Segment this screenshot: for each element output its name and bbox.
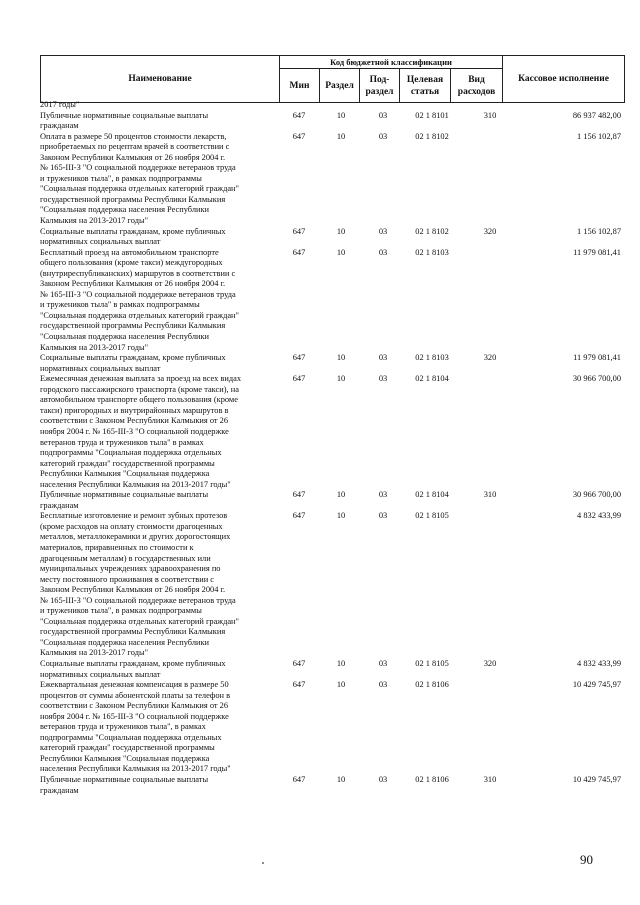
row-amount: 11 979 081,41 (573, 247, 621, 257)
row-name: 2017 годы" (40, 100, 80, 109)
header-name: Наименование (41, 56, 280, 103)
row-name: Публичные нормативные социальные выплаты гражданам (40, 490, 209, 510)
row-vid: 310 (483, 775, 497, 784)
table-row (40, 659, 624, 680)
table-row (40, 248, 624, 353)
row-target: 02 1 8103 (415, 247, 449, 257)
row-razdel: 10 (336, 680, 346, 690)
row-target: 02 1 8105 (415, 511, 449, 521)
row-razdel: 10 (336, 226, 346, 236)
row-min: 647 (292, 680, 306, 690)
row-min: 647 (292, 131, 306, 141)
row-min: 647 (292, 775, 306, 784)
row-target: 02 1 8102 (415, 226, 449, 236)
row-razdel: 10 (336, 490, 346, 500)
row-amount: 11 979 081,41 (573, 353, 621, 363)
row-pod: 03 (378, 110, 388, 120)
row-amount: 10 429 745,97 (572, 775, 621, 784)
row-target: 02 1 8104 (415, 490, 449, 500)
row-min: 647 (292, 247, 306, 257)
row-pod: 03 (378, 680, 388, 690)
row-name: Бесплатные изготовление и ремонт зубных протезов (кроме расходов на оплату стоимости драгоценных металлов, металлокерамики и других дорогостоящих материалов, приравненных по стоимости к драгоценным металлам) в государственных или муниципальных учреждениях здравоохранения по месту постоянного проживания в соответствии с Законом Республики Калмыкия от 26 ноября 2004 г. № 165-III-З "О социальной поддержке ветеранов труда и тружеников тыла", в рамках подпрограммы "Социальная поддержка отдельных категорий граждан" государственной программы Республики Калмыкия "Социальная поддержка населения Республики Калмыкия на 2013-2017 годы" (40, 511, 239, 658)
row-amount: 86 937 482,00 (572, 110, 621, 120)
row-target: 02 1 8101 (415, 110, 449, 120)
row-razdel: 10 (336, 511, 346, 521)
row-vid: 320 (483, 658, 497, 668)
row-vid: 320 (483, 226, 497, 236)
row-name: Социальные выплаты гражданам, кроме публичных нормативных социальных выплат (40, 658, 226, 679)
row-min: 647 (292, 490, 306, 500)
row-target: 02 1 8106 (415, 775, 449, 784)
row-name: Публичные нормативные социальные выплаты гражданам (40, 775, 209, 795)
row-amount: 4 832 433,99 (577, 511, 621, 521)
page-number: 90 (580, 852, 593, 867)
row-razdel: 10 (336, 374, 346, 384)
row-razdel: 10 (336, 775, 346, 784)
row-razdel: 10 (336, 247, 346, 257)
row-name: Оплата в размере 50 процентов стоимости лекарств, приобретаемых по рецептам врачей в соответствии с Законом Республики Калмыкия от 26 ноября 2004 г. № 165-III-З "О социальной поддержке ветеранов труда и тружеников тыла", в рамках подпрограммы "Социальная поддержка отдельных категорий граждан" государственной программы Республики Калмыкия "Социальная поддержка населения Республики Калмыкия на 2013-2017 годы" (40, 131, 239, 226)
row-razdel: 10 (336, 110, 346, 120)
row-pod: 03 (378, 490, 388, 500)
row-amount: 10 429 745,97 (572, 680, 621, 690)
table-row (40, 100, 624, 111)
header-min: Мин (280, 69, 320, 103)
row-name: Ежемесячная денежная выплата за проезд на всех видах городского пассажирского транспорта (кроме такси), на автомобильном транспорте общего пользования (кроме такси) пригородных и внутрирайонных маршрутов в соответствии с Законом Республики Калмыкия от 26 ноября 2004 г. № 165-III-З "О социальной поддержке ветеранов труда и тружеников тыла" в рамках подпрограммы "Социальная поддержка отдельных категорий граждан" государственной программы Республики Калмыкия "Социальная поддержка населения Республики Калмыкия на 2013-2017 годы" (40, 374, 242, 489)
row-razdel: 10 (336, 658, 346, 668)
row-name: Бесплатный проезд на автомобильном транспорте общего пользования (кроме такси) междугородных (внутриреспубликанских) маршрутов в соответствии с Законом Республики Калмыкия от 26 ноября 2004 г. № 165-III-З "О социальной поддержке ветеранов труда и тружеников тыла" в рамках подпрограммы "Социальная поддержка отдельных категорий граждан" государственной программы Республики Калмыкия "Социальная поддержка населения Республики Калмыкия на 2013-2017 годы" (40, 247, 239, 352)
row-target: 02 1 8103 (415, 353, 449, 363)
table-row (40, 132, 624, 227)
row-name: Ежеквартальная денежная компенсация в размере 50 процентов от суммы абонентской платы за телефон в соответствии с Законом Республики Калмыкия от 26 ноября 2004 г. № 165-III-З "О социальной поддержке ветеранов труда и тружеников тыла", в рамках подпрограммы "Социальная поддержка отдельных категорий граждан" государственной программы Республики Калмыкия "Социальная поддержка населения Республики Калмыкия на 2013-2017 годы" (40, 680, 231, 774)
row-amount: 4 832 433,99 (577, 658, 621, 668)
row-pod: 03 (378, 353, 388, 363)
row-min: 647 (292, 511, 306, 521)
row-target: 02 1 8104 (415, 374, 449, 384)
row-min: 647 (292, 658, 306, 668)
row-razdel: 10 (336, 353, 346, 363)
table-row (40, 775, 624, 796)
row-target: 02 1 8105 (415, 658, 449, 668)
row-amount: 1 156 102,87 (577, 226, 621, 236)
row-vid: 320 (483, 353, 497, 363)
header-code-group: Код бюджетной классификации (280, 56, 503, 69)
row-vid: 310 (483, 110, 497, 120)
row-name: Социальные выплаты гражданам, кроме публичных нормативных социальных выплат (40, 353, 226, 373)
header-amount: Кассовое исполнение (503, 56, 625, 103)
scan-dot (262, 862, 264, 864)
header-target: Целевая статья (400, 69, 451, 103)
header-vid: Вид расходов (451, 69, 503, 103)
table-body (40, 100, 624, 796)
table-row (40, 490, 624, 511)
row-pod: 03 (378, 131, 388, 141)
row-pod: 03 (378, 511, 388, 521)
row-min: 647 (292, 226, 306, 236)
row-min: 647 (292, 353, 306, 363)
table-header (40, 55, 625, 103)
row-pod: 03 (378, 247, 388, 257)
row-vid: 310 (483, 490, 497, 500)
row-pod: 03 (378, 374, 388, 384)
row-razdel: 10 (336, 131, 346, 141)
row-pod: 03 (378, 658, 388, 668)
table-row (40, 111, 624, 132)
row-target: 02 1 8102 (415, 131, 449, 141)
table-row (40, 511, 624, 659)
row-name: Социальные выплаты гражданам, кроме публичных нормативных социальных выплат (40, 226, 226, 247)
table-row (40, 374, 624, 490)
row-min: 647 (292, 110, 306, 120)
row-pod: 03 (378, 775, 388, 784)
table-row (40, 227, 624, 248)
row-amount: 30 966 700,00 (572, 490, 621, 500)
header-podrazdel: Под- раздел (360, 69, 400, 103)
row-target: 02 1 8106 (415, 680, 449, 690)
header-razdel: Раздел (320, 69, 360, 103)
row-min: 647 (292, 374, 306, 384)
row-name: Публичные нормативные социальные выплаты гражданам (40, 110, 209, 131)
row-pod: 03 (378, 226, 388, 236)
table-row (40, 680, 624, 775)
row-amount: 1 156 102,87 (577, 131, 621, 141)
table-row (40, 353, 624, 374)
row-amount: 30 966 700,00 (572, 374, 621, 384)
